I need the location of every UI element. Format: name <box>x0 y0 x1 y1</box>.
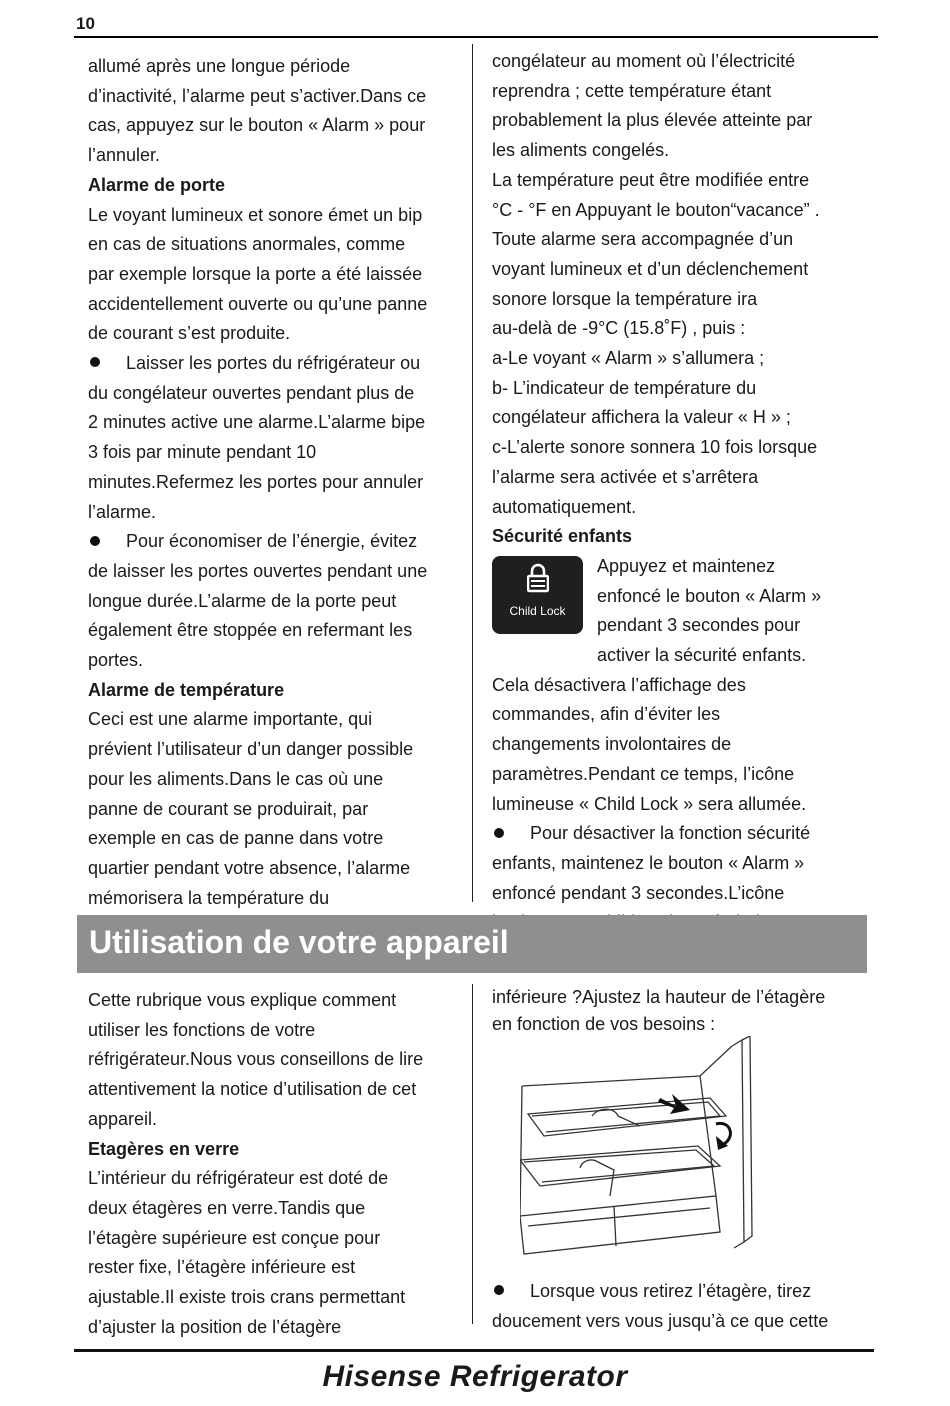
top-rule <box>74 36 878 38</box>
bottom-right-bullet <box>492 1277 877 1336</box>
paragraph: allumé après une longue période d’inactivité, l’alarme peut s’activer.Dans ce cas, appuyez sur le bouton « Alarm » pour l’annuler. <box>88 56 427 166</box>
bullet-item: Pour économiser de l’énergie, évitez de laisser les portes ouvertes pendant une longue durée.L’alarme de la porte peut également être stoppée en refermant les portes. <box>88 531 428 671</box>
padlock-icon <box>527 563 549 593</box>
heading-door-alarm: Alarme de porte <box>88 174 226 195</box>
bullet-icon <box>494 1285 504 1295</box>
heading-child-lock: Sécurité enfants <box>492 526 633 547</box>
footer-rule <box>74 1349 874 1352</box>
column-divider <box>472 44 473 902</box>
child-lock-instruction <box>492 552 877 671</box>
paragraph: La température peut être modifiée entre °C - °F en Appuyant le bouton“vacance” . Toute alarme sera accompagnée d’un voyant lumineux et d’un déclenchement sonore lorsque la température ira au-delà de -9°C (15.8˚F) , puis : a-Le voyant « Alarm » s’allumera ; b- L’indicateur de température du congélateur affichera la valeur « H » ; c-L’alerte sonore sonnera 10 fois lorsque l’alarme sera activée et s’arrêtera automatiquement. <box>492 169 820 517</box>
paragraph: inférieure ?Ajustez la hauteur de l’étagère en fonction de vos besoins : <box>492 987 826 1034</box>
bullet-icon <box>90 357 100 367</box>
bullet-item: Laisser les portes du réfrigérateur ou du congélateur ouvertes pendant plus de 2 minutes active une alarme.L’alarme bipe 3 fois par minute pendant 10 minutes.Refermez les portes pour annuler l’alarme. <box>88 353 426 522</box>
paragraph: Cela désactivera l’affichage des commandes, afin d’éviter les changements involontaires de paramètres.Pendant ce temps, l’icône lumineuse « Child Lock » sera allumée. <box>492 674 807 814</box>
shelf-adjustment-illustration <box>520 1036 764 1256</box>
paragraph: Ceci est une alarme importante, qui prévient l’utilisateur d’un danger possible pour les aliments.Dans le cas où une panne de courant se produirait, par exemple en cas de panne dans votre quartier pendant votre absence, l’alarme mémorisera la température du <box>88 709 414 908</box>
paragraph: Cette rubrique vous explique comment utiliser les fonctions de votre réfrigérateur.Nous vous conseillons de lire attentivement la notice d’utilisation de cet appareil. <box>88 990 424 1129</box>
column-divider <box>472 984 473 1324</box>
paragraph: Appuyez et maintenez enfoncé le bouton « Alarm » pendant 3 secondes pour activer la sécurité enfants. <box>597 555 822 666</box>
paragraph: Le voyant lumineux et sonore émet un bip en cas de situations anormales, comme par exemple lorsque la porte a été laissée accidentellement ouverte ou qu’une panne de courant s’est produite. <box>88 204 428 344</box>
page-number: 10 <box>76 14 95 33</box>
section-banner <box>77 915 867 973</box>
child-lock-label: Child Lock <box>509 604 566 619</box>
child-lock-button-illustration <box>492 556 583 634</box>
bullet-item: Lorsque vous retirez l’étagère, tirez doucement vers vous jusqu’à ce que cette <box>492 1281 829 1331</box>
heading-temperature-alarm: Alarme de température <box>88 679 285 700</box>
bottom-left-column <box>88 986 460 1342</box>
section-title: Utilisation de votre appareil <box>89 924 509 960</box>
bottom-right-column <box>492 984 877 1038</box>
bullet-item: Pour désactiver la fonction sécurité enfants, maintenez le bouton « Alarm » enfoncé pendant 3 secondes.L’icône <box>492 823 811 903</box>
top-left-column <box>88 52 460 913</box>
paragraph: L’intérieur du réfrigérateur est doté de deux étagères en verre.Tandis que l’étagère supérieure est conçue pour rester fixe, l’étagère inférieure est ajustable.Il existe trois crans permettant d’ajuster la position de l’étagère <box>88 1168 406 1337</box>
heading-glass-shelves: Etagères en verre <box>88 1138 240 1159</box>
bullet-icon <box>90 536 100 546</box>
paragraph: congélateur au moment où l’électricité reprendra ; cette température étant probablement la plus élevée atteinte par les aliments congelés. <box>492 51 813 161</box>
brand-footer: Hisense Refrigerator <box>322 1360 628 1393</box>
bullet-icon <box>494 828 504 838</box>
top-right-column <box>492 47 877 938</box>
